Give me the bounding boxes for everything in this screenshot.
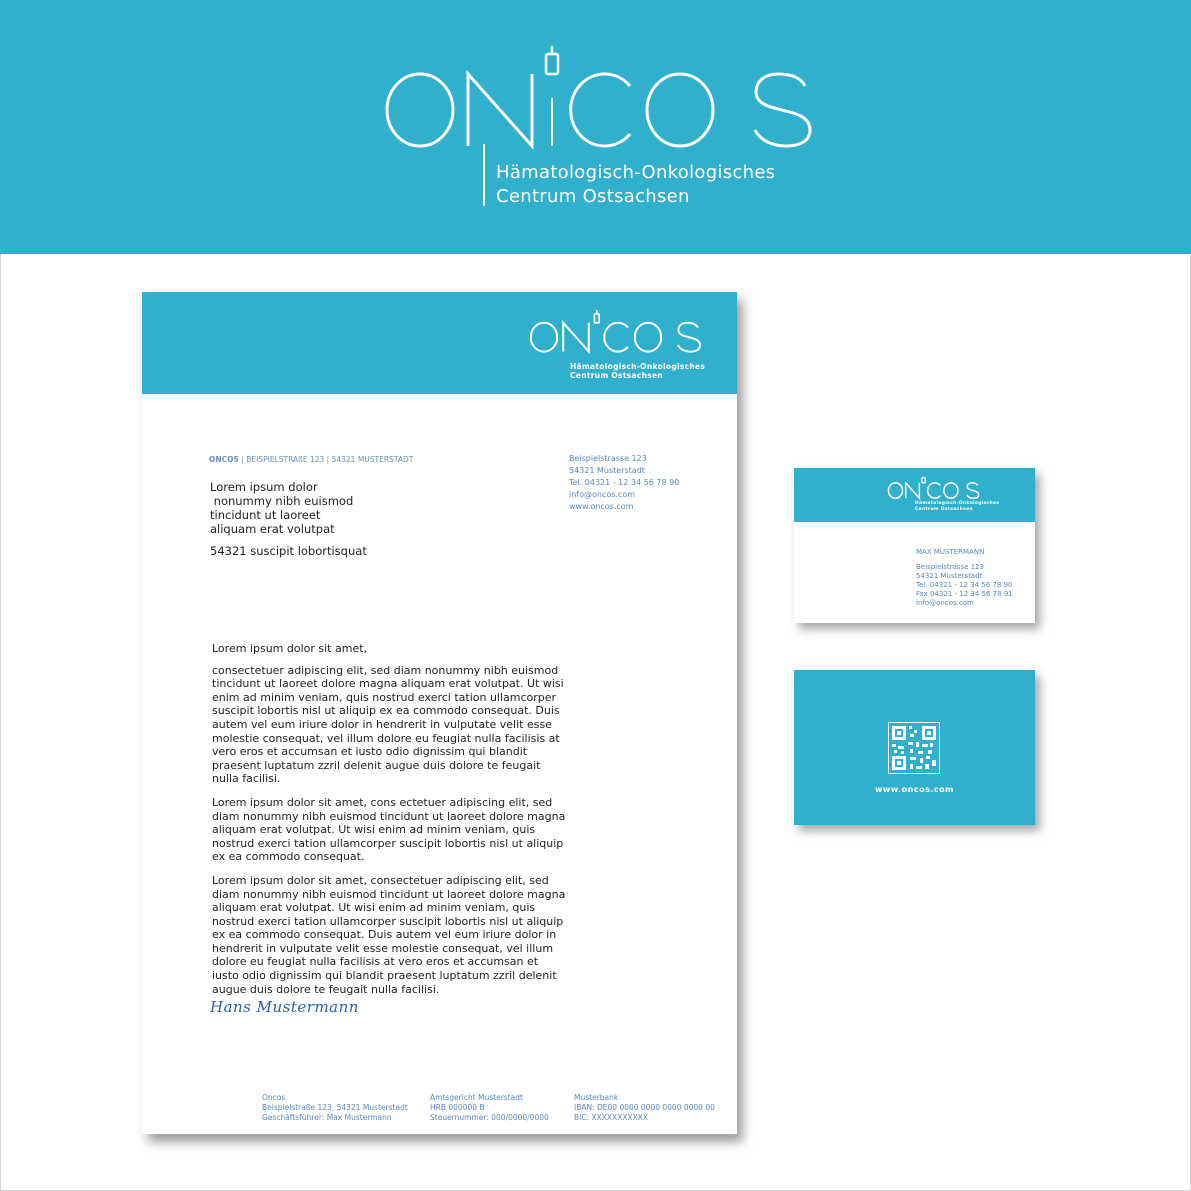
card-line: 54321 Musterstadt bbox=[916, 572, 983, 580]
recipient-line: Lorem ipsum dolor bbox=[210, 480, 318, 494]
footer-register bbox=[430, 1093, 549, 1123]
footer-line: Oncos bbox=[262, 1093, 286, 1102]
letterhead-page bbox=[142, 292, 737, 1134]
footer-line: IBAN: DE00 0000 0000 0000 0000 00 bbox=[574, 1103, 715, 1112]
recipient-city: 54321 suscipit lobortisquat bbox=[210, 544, 367, 558]
contact-website: www.oncos.com bbox=[569, 502, 634, 511]
sender-line bbox=[209, 454, 413, 466]
brand-banner bbox=[0, 0, 1191, 254]
card-header bbox=[794, 468, 1035, 522]
recipient-line: tincidunt ut laoreet bbox=[210, 508, 321, 522]
footer-line: HRB 000000 B bbox=[430, 1103, 485, 1112]
paragraph: Lorem ipsum dolor sit amet, cons ectetuer adipiscing elit, sed diam nonummy nibh euismod tincidunt ut laoreet dolore magna aliquam erat volutpat. Ut wisi enim ad minim veniam, quis nostrud exerci tation ullamcorper suscipit lobortis nisl ut aliquip ex ea commodo consequat. bbox=[212, 795, 566, 864]
card-website: www.oncos.com bbox=[874, 785, 954, 794]
contact-street: Beispielstrasse 123 bbox=[569, 454, 647, 463]
letter-subtitle-line2: Centrum Ostsachsen bbox=[570, 371, 664, 380]
signature: Hans Mustermann bbox=[210, 998, 359, 1016]
card-line: Tel. 04321 - 12 34 56 78 90 bbox=[916, 581, 1013, 589]
contact-phone: Tel. 04321 - 12 34 56 78 90 bbox=[569, 478, 680, 487]
logo-tube-n bbox=[551, 98, 553, 146]
card-subtitle-line1: Hämatologisch-Onkologisches bbox=[915, 501, 1000, 506]
paragraph: Lorem ipsum dolor sit amet, consectetuer adipiscing elit, sed diam nonummy nibh euismod tincidunt ut laoreet dolore magna aliquam erat volutpat. Ut wisi enim ad minim veniam, quis nostrud exerci tation ullamcorper suscipit lobortis nisl ut aliquip ex ea commodo consequat. Duis autem vel eum iriure dolor in hendrerit in vulputate velit esse molestie consequat, vel illum dolore eu feugiat nulla facilisis at vero eros et accumsan et iusto odio dignissim qui blandit praesent luptatum zzril delenit augue duis dolore te feugait nulla facilisi. bbox=[212, 873, 566, 996]
card-holder-name: MAX MUSTERMANN bbox=[916, 548, 985, 556]
card-line: Beispielstrasse 123 bbox=[916, 563, 985, 571]
recipient-address bbox=[210, 480, 367, 558]
letter-contact-block bbox=[569, 453, 679, 513]
contact-email: info@oncos.com bbox=[569, 490, 636, 499]
brand-subtitle-line1: Hämatologisch-Onkologisches bbox=[496, 162, 776, 183]
sender-brand: ONCOS bbox=[209, 455, 239, 464]
footer-line: Amtsgericht Musterstadt bbox=[430, 1093, 523, 1102]
footer-line: Geschäftsführer: Max Mustermann bbox=[262, 1113, 392, 1122]
card-contact bbox=[916, 563, 1013, 608]
letter-subtitle-line1: Hämatologisch-Onkologisches bbox=[570, 362, 706, 371]
footer-company bbox=[262, 1093, 408, 1123]
business-card-front bbox=[794, 468, 1035, 623]
footer-line: BIC: XXXXXXXXXXX bbox=[574, 1113, 649, 1122]
qr-code-icon bbox=[888, 722, 940, 774]
logo-tube bbox=[483, 144, 485, 206]
oncos-logo-small bbox=[520, 310, 720, 370]
brand-subtitle-line2: Centrum Ostsachsen bbox=[496, 186, 690, 207]
salutation: Lorem ipsum dolor sit amet, bbox=[212, 642, 368, 655]
card-line: info@oncos.com bbox=[916, 599, 974, 607]
recipient-line: aliquam erat volutpat bbox=[210, 522, 335, 536]
paragraph: consectetuer adipiscing elit, sed diam nonummy nibh euismod tincidunt ut laoreet dolore magna aliquam erat volutpat. Ut wisi enim ad minim veniam, quis nostrud exerci tation ullamcorper suscipit lobortis nisl ut aliquip ex ea commodo consequat. Duis autem vel eum iriure dolor in hendrerit in vulputate velit esse molestie consequat, vel illum dolore eu feugiat nulla facilisis at vero eros et accumsan et iusto odio dignissim qui blandit praesent luptatum zzril delenit augue duis dolore te feugait nulla facilisi. bbox=[212, 663, 564, 786]
contact-city: 54321 Musterstadt bbox=[569, 466, 645, 475]
recipient-line: nonummy nibh euismod bbox=[210, 494, 354, 508]
sender-address: | BEISPIELSTRAßE 123 | 54321 MUSTERSTADT bbox=[241, 455, 414, 464]
letter-body bbox=[212, 642, 566, 1006]
footer-line: Beispielstraße 123, 54321 Musterstadt bbox=[262, 1103, 408, 1112]
letterhead-header bbox=[142, 292, 737, 394]
card-line: Fax 04321 - 12 34 56 78 91 bbox=[916, 590, 1013, 598]
business-card-back bbox=[794, 670, 1035, 825]
footer-line: Steuernummer: 000/0000/0000 bbox=[430, 1113, 549, 1122]
footer-bank bbox=[574, 1093, 715, 1123]
footer-line: Musterbank bbox=[574, 1093, 619, 1102]
card-subtitle-line2: Centrum Ostsachsen bbox=[915, 507, 973, 512]
